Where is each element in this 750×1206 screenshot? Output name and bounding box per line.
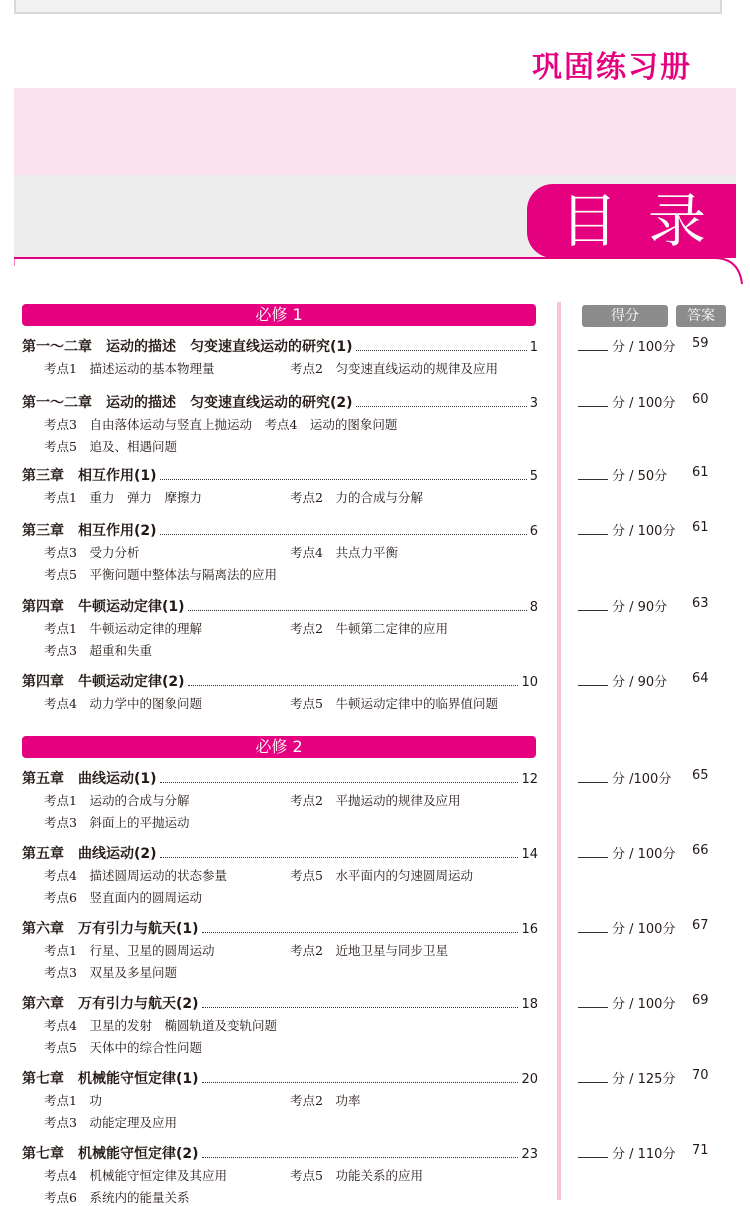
score-field [578, 465, 667, 484]
page-number: 16 [521, 922, 538, 937]
dot-leader [202, 932, 519, 933]
exam-point: 考点4 动力学中的图象问题 [44, 696, 202, 711]
dot-leader [356, 406, 527, 407]
answer-page: 67 [692, 918, 709, 933]
score-blank[interactable] [578, 997, 608, 1008]
exam-point: 考点1 运动的合成与分解 [44, 793, 190, 808]
exam-point: 考点5 追及、相遇问题 [44, 439, 177, 454]
page-number: 3 [529, 396, 538, 411]
score-field [578, 392, 675, 411]
exam-point: 考点3 自由落体运动与竖直上抛运动 考点4 运动的图象问题 [44, 417, 398, 432]
score-total: 分 / 100分 [612, 847, 676, 862]
score-field [578, 993, 675, 1012]
header-pink-panel [14, 88, 736, 175]
score-total: 分 / 100分 [612, 524, 676, 539]
exam-point: 考点3 受力分析 [44, 545, 140, 560]
score-total: 分 / 90分 [612, 600, 668, 615]
exam-point: 考点2 匀变速直线运动的规律及应用 [290, 361, 498, 376]
page-number: 5 [529, 469, 538, 484]
exam-point: 考点5 牛顿运动定律中的临界值问题 [290, 696, 498, 711]
exam-point: 考点5 平衡问题中整体法与隔离法的应用 [44, 567, 277, 582]
page-number: 1 [529, 340, 538, 355]
exam-point: 考点1 功 [44, 1093, 102, 1108]
score-total: 分 / 100分 [612, 396, 676, 411]
chapter-row[interactable] [22, 1068, 538, 1088]
exam-point: 考点4 共点力平衡 [290, 545, 398, 560]
chapter-row[interactable] [22, 596, 538, 616]
answer-page: 59 [692, 336, 709, 351]
chapter-title: 第六章 万有引力与航天(2) [22, 996, 199, 1012]
dot-leader [356, 350, 527, 351]
page-number: 14 [521, 847, 538, 862]
exam-point: 考点3 双星及多星问题 [44, 965, 177, 980]
dot-leader [202, 1082, 519, 1083]
chapter-title: 第三章 相互作用(1) [22, 468, 157, 484]
score-blank[interactable] [578, 847, 608, 858]
chapter-row[interactable] [22, 465, 538, 485]
chapter-title: 第五章 曲线运动(1) [22, 771, 157, 787]
section-header: 必修 1 [22, 304, 536, 326]
answer-page: 65 [692, 768, 709, 783]
score-field [578, 1143, 675, 1162]
chapter-title: 第四章 牛顿运动定律(1) [22, 599, 185, 615]
score-column-header: 得分 [582, 305, 668, 327]
score-total: 分 / 90分 [612, 675, 668, 690]
dot-leader [202, 1007, 519, 1008]
exam-point: 考点5 功能关系的应用 [290, 1168, 423, 1183]
exam-point: 考点4 卫星的发射 椭圆轨道及变轨问题 [44, 1018, 277, 1033]
chapter-row[interactable] [22, 843, 538, 863]
exam-point: 考点2 牛顿第二定律的应用 [290, 621, 448, 636]
chapter-row[interactable] [22, 918, 538, 938]
score-field [578, 671, 667, 690]
score-field [578, 520, 675, 539]
section-header: 必修 2 [22, 736, 536, 758]
exam-point: 考点6 系统内的能量关系 [44, 1190, 190, 1205]
answer-page: 63 [692, 596, 709, 611]
score-blank[interactable] [578, 524, 608, 535]
score-total: 分 /100分 [612, 772, 672, 787]
chapter-title: 第七章 机械能守恒定律(2) [22, 1146, 199, 1162]
answer-page: 71 [692, 1143, 709, 1158]
score-total: 分 / 50分 [612, 469, 668, 484]
chapter-row[interactable] [22, 520, 538, 540]
exam-point: 考点1 描述运动的基本物理量 [44, 361, 215, 376]
header-swoosh [14, 254, 744, 294]
score-field [578, 918, 675, 937]
exam-point: 考点1 行星、卫星的圆周运动 [44, 943, 215, 958]
chapter-title: 第四章 牛顿运动定律(2) [22, 674, 185, 690]
exam-point: 考点2 平抛运动的规律及应用 [290, 793, 461, 808]
chapter-row[interactable] [22, 1143, 538, 1163]
score-blank[interactable] [578, 396, 608, 407]
exam-point: 考点1 牛顿运动定律的理解 [44, 621, 202, 636]
dot-leader [160, 857, 519, 858]
score-blank[interactable] [578, 1072, 608, 1083]
score-total: 分 / 110分 [612, 1147, 676, 1162]
score-blank[interactable] [578, 922, 608, 933]
dot-leader [160, 782, 519, 783]
page-number: 18 [521, 997, 538, 1012]
answer-page: 61 [692, 520, 709, 535]
exam-point: 考点1 重力 弹力 摩擦力 [44, 490, 202, 505]
dot-leader [202, 1157, 519, 1158]
exam-point: 考点4 机械能守恒定律及其应用 [44, 1168, 227, 1183]
score-field [578, 336, 675, 355]
chapter-title: 第六章 万有引力与航天(1) [22, 921, 199, 937]
score-field [578, 596, 667, 615]
chapter-title: 第一～二章 运动的描述 匀变速直线运动的研究(2) [22, 395, 353, 411]
score-field [578, 1068, 675, 1087]
page-number: 23 [521, 1147, 538, 1162]
exam-point: 考点4 描述圆周运动的状态参量 [44, 868, 227, 883]
chapter-title: 第三章 相互作用(2) [22, 523, 157, 539]
dot-leader [188, 610, 527, 611]
dot-leader [160, 534, 527, 535]
exam-point: 考点6 竖直面内的圆周运动 [44, 890, 202, 905]
score-field [578, 768, 671, 787]
score-blank[interactable] [578, 469, 608, 480]
exam-point: 考点2 近地卫星与同步卫星 [290, 943, 448, 958]
answer-page: 66 [692, 843, 709, 858]
score-total: 分 / 100分 [612, 922, 676, 937]
exam-point: 考点5 水平面内的匀速圆周运动 [290, 868, 473, 883]
answer-column-header: 答案 [676, 305, 726, 327]
page-number: 12 [521, 772, 538, 787]
answer-page: 70 [692, 1068, 709, 1083]
score-blank[interactable] [578, 340, 608, 351]
score-total: 分 / 100分 [612, 997, 676, 1012]
chapter-title: 第五章 曲线运动(2) [22, 846, 157, 862]
page-number: 6 [529, 524, 538, 539]
chapter-row[interactable] [22, 392, 538, 412]
chapter-title: 第一～二章 运动的描述 匀变速直线运动的研究(1) [22, 339, 353, 355]
exam-point: 考点5 天体中的综合性问题 [44, 1040, 202, 1055]
page-number: 10 [521, 675, 538, 690]
dot-leader [188, 685, 519, 686]
answer-page: 60 [692, 392, 709, 407]
page-number: 8 [529, 600, 538, 615]
chapter-row[interactable] [22, 671, 538, 691]
answer-page: 61 [692, 465, 709, 480]
chapter-row[interactable] [22, 768, 538, 788]
exam-point: 考点3 动能定理及应用 [44, 1115, 177, 1130]
answer-page: 69 [692, 993, 709, 1008]
score-blank[interactable] [578, 675, 608, 686]
chapter-title: 第七章 机械能守恒定律(1) [22, 1071, 199, 1087]
dot-leader [160, 479, 527, 480]
score-blank[interactable] [578, 600, 608, 611]
chapter-row[interactable] [22, 993, 538, 1013]
exam-point: 考点3 斜面上的平抛运动 [44, 815, 190, 830]
column-divider [557, 302, 561, 1200]
score-blank[interactable] [578, 772, 608, 783]
answer-page: 64 [692, 671, 709, 686]
exam-point: 考点2 功率 [290, 1093, 361, 1108]
book-title: 巩固练习册 [532, 50, 692, 85]
chapter-row[interactable] [22, 336, 538, 356]
score-total: 分 / 100分 [612, 340, 676, 355]
exam-point: 考点3 超重和失重 [44, 643, 152, 658]
top-strip [14, 0, 722, 14]
score-blank[interactable] [578, 1147, 608, 1158]
toc-title: 目录 [560, 187, 737, 255]
exam-point: 考点2 力的合成与分解 [290, 490, 423, 505]
score-field [578, 843, 675, 862]
page-number: 20 [521, 1072, 538, 1087]
score-total: 分 / 125分 [612, 1072, 676, 1087]
